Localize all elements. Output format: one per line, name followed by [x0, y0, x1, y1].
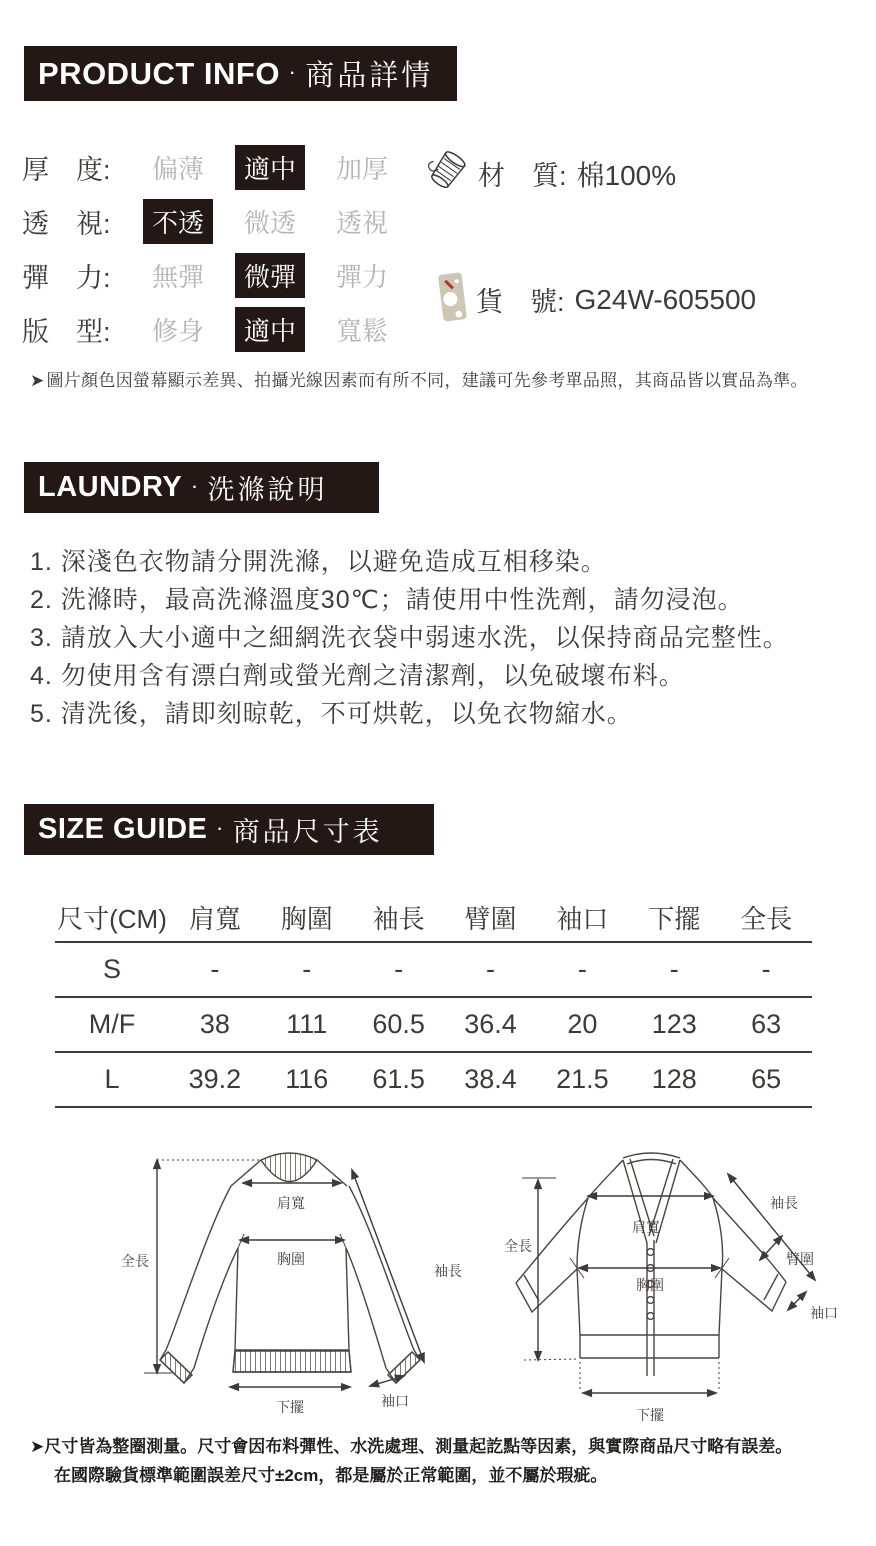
size-table-header-cell: 臂圍: [464, 903, 517, 934]
size-value-cell: 20: [567, 1009, 598, 1039]
sweater-cuff-label: 袖口: [381, 1393, 409, 1409]
size-table-header-cell: 肩寬: [188, 903, 241, 934]
attribute-option: 彈力: [335, 261, 388, 292]
item-number-label: 貨 號:: [476, 287, 565, 317]
size-guide-header: [24, 804, 434, 855]
attribute-label: 版 型:: [22, 316, 111, 347]
laundry-header: [24, 462, 379, 513]
attribute-option-selected: 適中: [224, 145, 316, 190]
laundry-title-zh: 洗滌說明: [207, 475, 328, 505]
size-table-header-cell: 全長: [740, 903, 793, 934]
cardigan-cuff-label: 袖口: [810, 1305, 838, 1321]
note-arrow-icon: ➤: [30, 371, 45, 390]
size-value-cell: 61.5: [372, 1064, 425, 1094]
size-table-header-row: [55, 893, 812, 943]
laundry-instruction: 3. 請放入大小適中之細網洗衣袋中弱速水洗，以保持商品完整性。: [30, 624, 789, 652]
size-table-header-cell: 胸圍: [280, 903, 333, 934]
size-value-cell: -: [394, 954, 404, 984]
attribute-option: 透視: [335, 207, 388, 238]
attribute-option: 寬鬆: [335, 315, 388, 346]
size-label-cell: S: [102, 954, 121, 984]
size-value-cell: 38.4: [464, 1064, 517, 1094]
title-dot-separator: ·: [217, 820, 223, 838]
attribute-row: [22, 248, 422, 302]
cardigan-chest-label: 胸圍: [636, 1277, 664, 1293]
attribute-row: [22, 194, 422, 248]
material-row: [424, 147, 676, 200]
attribute-row: [22, 302, 422, 356]
size-table-row: [55, 943, 812, 998]
product-info-title-zh: 商品詳情: [305, 60, 434, 92]
attribute-option-selected: 不透: [132, 199, 224, 244]
size-table: [55, 893, 812, 1108]
attribute-rows: [22, 140, 422, 356]
cardigan-hem-label: 下擺: [636, 1407, 664, 1423]
size-value-cell: 60.5: [372, 1009, 425, 1039]
attribute-option-selected: 微彈: [224, 253, 316, 298]
size-value-cell: -: [761, 954, 771, 984]
size-label-cell: M/F: [88, 1009, 136, 1039]
sweater-hem-label: 下擺: [276, 1399, 304, 1415]
attribute-label: 厚 度:: [22, 154, 111, 185]
laundry-instruction: 1. 深淺色衣物請分開洗滌，以避免造成互相移染。: [30, 548, 607, 576]
size-table-header-cell: 袖口: [556, 903, 609, 934]
item-number-row: [436, 268, 756, 331]
attribute-option: 修身: [151, 315, 204, 346]
sweater-chest-label: 胸圍: [277, 1251, 305, 1267]
item-number-value: G24W-605500: [574, 283, 757, 315]
clothing-tag-icon: [436, 268, 468, 331]
measurement-note-line1: 尺寸皆為整圈測量。尺寸會因布料彈性、水洗處理、測量起訖點等因素，與實際商品尺寸略有誤差。: [44, 1437, 793, 1456]
sweater-shoulder-label: 肩寬: [277, 1195, 305, 1211]
product-info-header: [24, 46, 457, 101]
measurement-note-line2: 在國際驗貨標準範圍誤差尺寸±2cm，都是屬於正常範圍，並不屬於瑕疵。: [54, 1466, 608, 1485]
laundry-instruction: 4. 勿使用含有漂白劑或螢光劑之清潔劑，以免破壞布料。: [30, 662, 685, 690]
title-dot-separator: ·: [289, 64, 296, 82]
size-value-cell: -: [669, 954, 679, 984]
photo-color-note-text: 圖片顏色因螢幕顯示差異、拍攝光線因素而有所不同，建議可先參考單品照，其商品皆以實品為準。: [46, 371, 808, 390]
title-dot-separator: ·: [192, 478, 198, 496]
size-value-cell: -: [577, 954, 587, 984]
size-value-cell: 38: [199, 1009, 230, 1039]
cardigan-shoulder-label: 肩寬: [632, 1219, 660, 1235]
cardigan-full-length-label: 全長: [504, 1238, 532, 1254]
attribute-label: 透 視:: [22, 208, 111, 239]
laundry-instruction-list: [30, 543, 860, 733]
size-table-row: [55, 1053, 812, 1108]
attribute-option: 無彈: [151, 261, 204, 292]
sweater-measurement-diagram: [88, 1148, 483, 1448]
size-guide-title-zh: 商品尺寸表: [232, 817, 383, 847]
size-table-row: [55, 998, 812, 1053]
note-arrow-icon: ➤: [30, 1437, 45, 1456]
photo-color-note: [30, 366, 850, 391]
attribute-option: 加厚: [335, 153, 388, 184]
cardigan-sleeve-length-label: 袖長: [770, 1195, 798, 1211]
laundry-instruction: 5. 清洗後，請即刻晾乾，不可烘乾，以免衣物縮水。: [30, 700, 633, 728]
laundry-instruction: 2. 洗滌時，最高洗滌溫度30℃；請使用中性洗劑，請勿浸泡。: [30, 586, 744, 614]
sweater-sleeve-length-label: 袖長: [434, 1263, 462, 1279]
size-value-cell: 39.2: [188, 1064, 242, 1094]
cardigan-arm-label: 臂圍: [786, 1251, 814, 1267]
size-label-cell: L: [104, 1064, 120, 1094]
attribute-option: 微透: [243, 207, 296, 238]
attribute-option: 偏薄: [151, 153, 204, 184]
size-value-cell: -: [486, 954, 495, 984]
cardigan-measurement-diagram: [478, 1148, 868, 1448]
size-value-cell: 111: [286, 1009, 328, 1039]
size-value-cell: 116: [285, 1064, 329, 1094]
attribute-label: 彈 力:: [22, 262, 111, 293]
attribute-row: [22, 140, 422, 194]
measurement-tolerance-note: [30, 1432, 860, 1490]
thread-spool-icon: [424, 147, 470, 200]
attribute-option-selected: 適中: [224, 307, 316, 352]
size-value-cell: 128: [651, 1064, 697, 1094]
size-table-header-cell: 尺寸(CM): [57, 903, 167, 934]
size-value-cell: 65: [751, 1064, 782, 1094]
size-value-cell: 123: [651, 1009, 697, 1039]
material-label: 材 質:: [478, 161, 567, 191]
size-value-cell: -: [210, 954, 220, 984]
size-value-cell: 21.5: [556, 1064, 609, 1094]
sweater-full-length-label: 全長: [121, 1253, 149, 1269]
material-value: 棉100%: [576, 159, 677, 191]
size-table-header-cell: 下擺: [648, 903, 701, 934]
size-value-cell: 63: [751, 1009, 782, 1039]
size-value-cell: -: [302, 954, 312, 984]
size-value-cell: 36.4: [464, 1009, 517, 1039]
laundry-title-en: LAUNDRY: [38, 471, 183, 503]
size-guide-title-en: SIZE GUIDE: [38, 813, 208, 845]
size-table-header-cell: 袖長: [372, 903, 425, 934]
product-info-title-en: PRODUCT INFO: [38, 55, 280, 91]
